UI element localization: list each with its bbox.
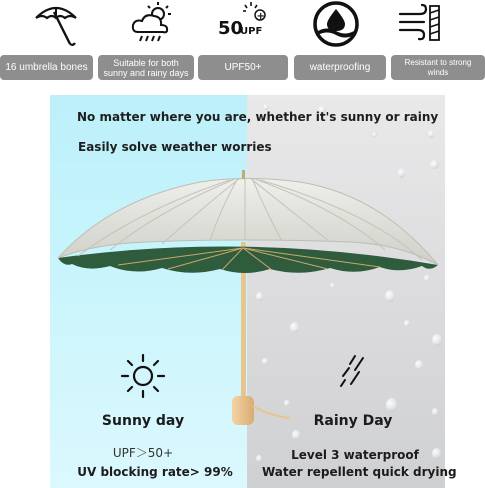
headline-weather-worries: Easily solve weather worries (78, 140, 272, 154)
feature-pill-waterproof (294, 55, 386, 80)
rainy-waterproof-text: Level 3 waterproof (291, 448, 419, 462)
sunny-upf-text: UPF＞50+ (112, 446, 174, 460)
sunny-uv-text: UV blocking rate> 99% (77, 465, 233, 479)
sun-icon (119, 352, 167, 405)
upf-badge-icon (216, 0, 272, 48)
feature-label: waterproofing (309, 61, 371, 73)
feature-label: UPF50+ (224, 61, 262, 73)
upf-badge-plus: + (256, 11, 265, 22)
upf-badge-text: UPF (240, 26, 263, 37)
umbrella-illustration (50, 170, 445, 425)
feature-pill-upf (198, 55, 288, 80)
rainy-quick-dry-text: Water repellent quick drying (262, 465, 457, 479)
rain-icon (333, 352, 373, 397)
feature-label: Resistant to strong winds (404, 57, 472, 77)
feature-pill-bones (0, 55, 93, 80)
rainy-title: Rainy Day (313, 413, 393, 429)
sunny-title: Sunny day (101, 413, 185, 429)
feature-pill-wind (391, 55, 485, 80)
headline-sunny-or-rainy: No matter where you are, whether it's sunny or rainy (77, 110, 439, 124)
wind-icon (396, 0, 446, 48)
feature-pill-sunny-rainy (98, 55, 194, 80)
sun-cloud-rain-icon (128, 0, 178, 48)
upf-badge-number: 50 (218, 18, 244, 39)
feature-label: Suitable for both sunny and rainy days (103, 57, 189, 78)
umbrella-icon (32, 0, 82, 48)
waterproof-icon (312, 0, 362, 48)
feature-label: 16 umbrella bones (5, 61, 88, 73)
